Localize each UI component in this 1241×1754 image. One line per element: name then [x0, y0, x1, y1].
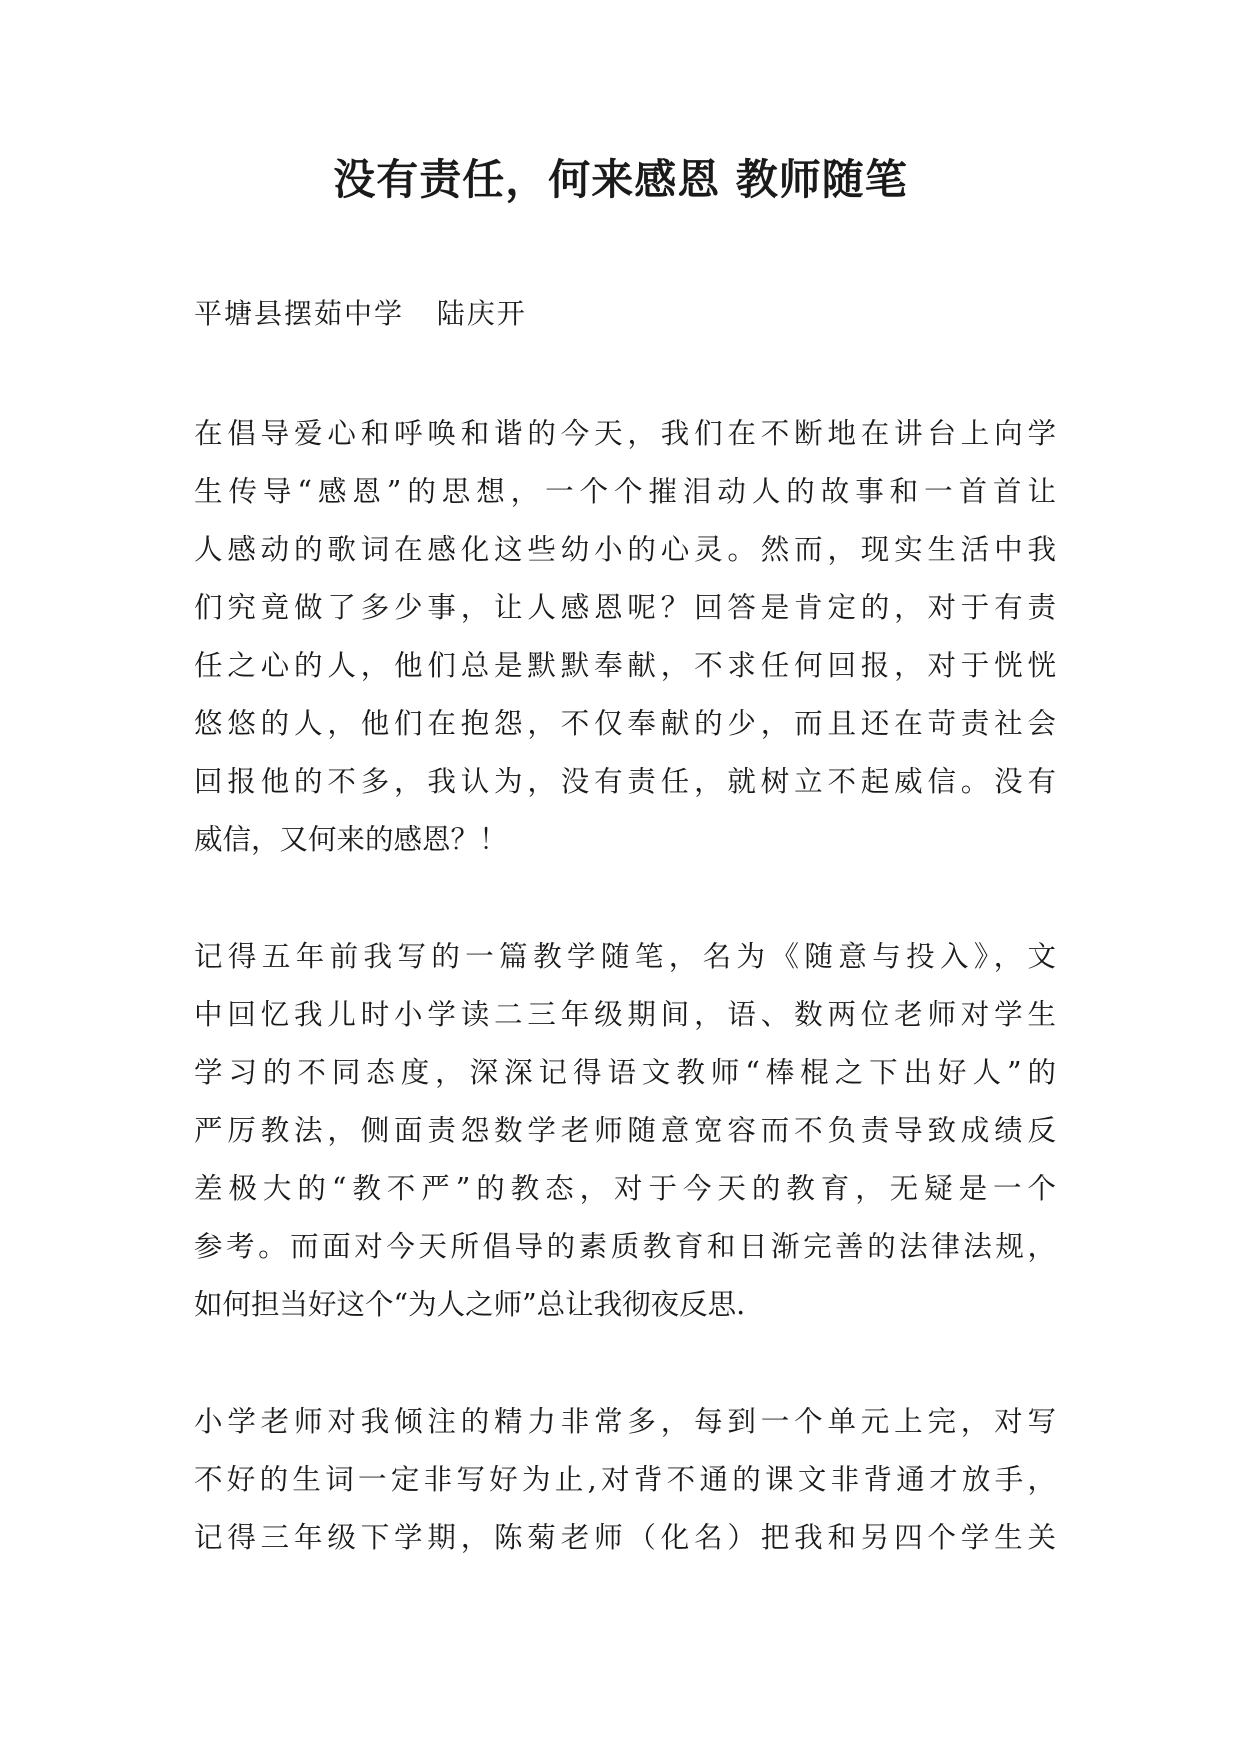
- paragraph-line: 回报他的不多，我认为，没有责任，就树立不起威信。没有: [194, 765, 1056, 798]
- document-title: 没有责任，何来感恩 教师随笔: [333, 155, 908, 204]
- paragraph-line: 不好的生词一定非写好为止,对背不通的课文非背通才放手，: [194, 1463, 1056, 1496]
- paragraph-line: 如何担当好这个“为人之师”总让我彻夜反思.: [194, 1288, 746, 1321]
- author-line: 平塘县摆茹中学 陆庆开: [194, 297, 527, 330]
- paragraph-line: 严厉教法，侧面责怨数学老师随意宽容而不负责导致成绩反: [194, 1114, 1056, 1147]
- paragraph-line: 记得五年前我写的一篇教学随笔，名为《随意与投入》，文: [194, 940, 1056, 973]
- paragraph-line: 悠悠的人，他们在抱怨，不仅奉献的少，而且还在苛责社会: [194, 707, 1056, 740]
- paragraph-line: 任之心的人，他们总是默默奉献，不求任何回报，对于恍恍: [194, 649, 1056, 682]
- paragraph-line: 差极大的“教不严”的教态，对于今天的教育，无疑是一个: [194, 1172, 1056, 1205]
- paragraph-line: 人感动的歌词在感化这些幼小的心灵。然而，现实生活中我: [194, 533, 1056, 566]
- paragraph-2: [194, 928, 1056, 1334]
- paragraph-line: 们究竟做了多少事，让人感恩呢？回答是肯定的，对于有责: [194, 591, 1056, 624]
- paragraph-line: 学习的不同态度，深深记得语文教师“棒棍之下出好人”的: [194, 1056, 1056, 1089]
- paragraph-line: 参考。而面对今天所倡导的素质教育和日渐完善的法律法规，: [194, 1230, 1056, 1263]
- paragraph-line: 在倡导爱心和呼唤和谐的今天，我们在不断地在讲台上向学: [194, 417, 1056, 450]
- paragraph-line: 记得三年级下学期，陈菊老师（化名）把我和另四个学生关: [194, 1521, 1056, 1554]
- paragraph-1: [194, 405, 1056, 869]
- paragraph-line: 威信，又何来的感恩？！: [194, 823, 508, 856]
- paragraph-line: 中回忆我儿时小学读二三年级期间，语、数两位老师对学生: [194, 998, 1056, 1031]
- paragraph-line: 生传导“感恩”的思想，一个个摧泪动人的故事和一首首让: [194, 475, 1056, 508]
- paragraph-3: [194, 1393, 1056, 1567]
- paragraph-line: 小学老师对我倾注的精力非常多，每到一个单元上完，对写: [194, 1405, 1056, 1438]
